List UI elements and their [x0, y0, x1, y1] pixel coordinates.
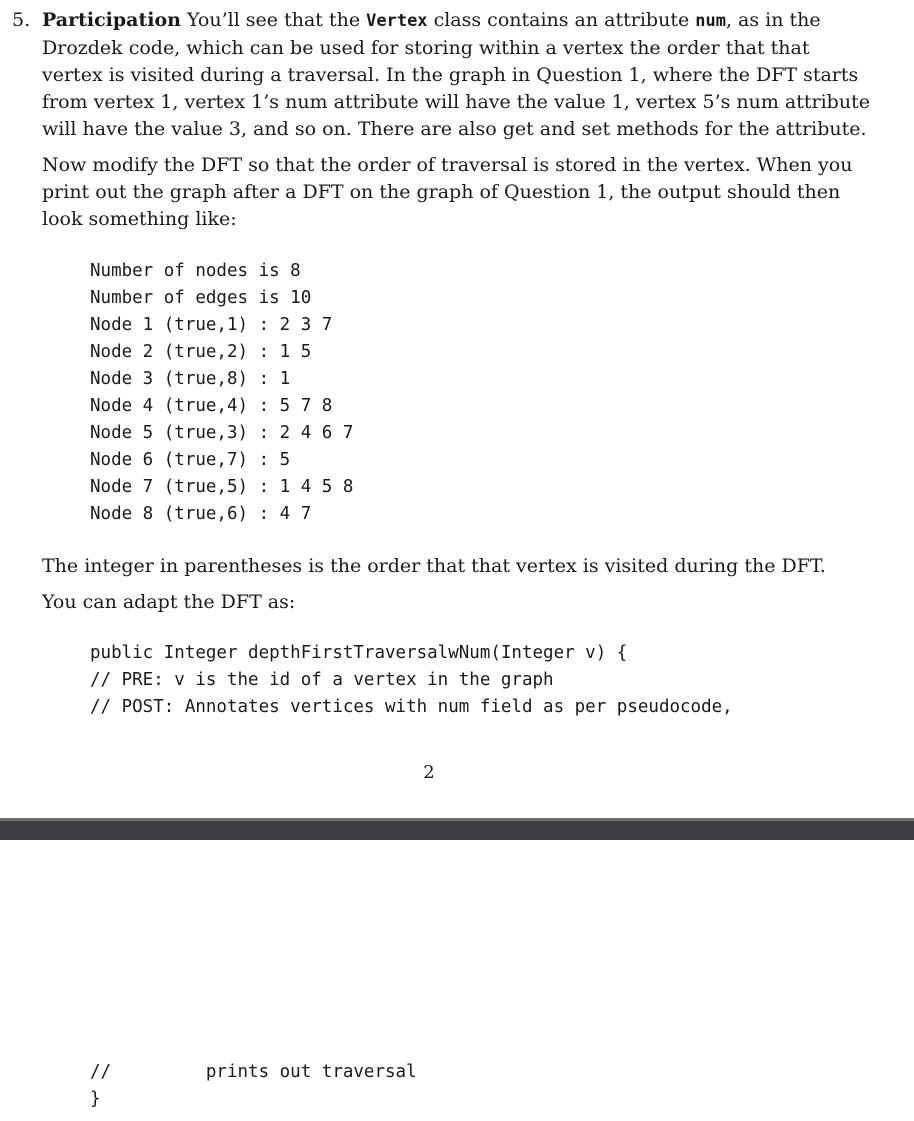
- output-line: Node 4 (true,4) : 5 7 8: [90, 396, 333, 416]
- output-line: Number of nodes is 8: [90, 261, 301, 281]
- adapt-dft-intro: You can adapt the DFT as:: [42, 591, 296, 613]
- question-5-paragraph: [12, 7, 874, 143]
- output-line: Number of edges is 10: [90, 288, 312, 308]
- question-number: 5.: [12, 9, 31, 31]
- output-line: Node 1 (true,1) : 2 3 7: [90, 315, 333, 335]
- code-line: // prints out traversal: [90, 1062, 417, 1082]
- output-line: Node 7 (true,5) : 1 4 5 8: [90, 477, 354, 497]
- page-break-edge: [0, 818, 914, 821]
- output-line: Node 8 (true,6) : 4 7: [90, 504, 312, 524]
- vertex-class-name: Vertex: [366, 11, 428, 31]
- question-text-a: You’ll see that the: [180, 9, 367, 31]
- code-line: }: [90, 1089, 101, 1109]
- question-text-c: , as in the: [725, 9, 821, 31]
- sample-output-block: [90, 258, 353, 528]
- question-title: Participation: [42, 9, 181, 31]
- output-line: Node 5 (true,3) : 2 4 6 7: [90, 423, 354, 443]
- output-line: Node 2 (true,2) : 1 5: [90, 342, 312, 362]
- page-break-bar: [0, 818, 914, 840]
- output-line: Node 6 (true,7) : 5: [90, 450, 291, 470]
- code-line: public Integer depthFirstTraversalwNum(Integer v) {: [90, 643, 628, 663]
- modify-dft-paragraph: Now modify the DFT so that the order of traversal is stored in the vertex. When you print out the graph after a DFT on the graph of Question 1, the output should then look something like:: [42, 154, 853, 230]
- question-text-rest: Drozdek code, which can be used for storing within a vertex the order that that vertex is visited during a traversal. In the graph in Question 1, where the DFT starts from vertex 1, vertex 1’s num attribute will have the value 1, vertex 5’s num attribute will have the value 3, and so on. There are also get and set methods for the attribute.: [42, 37, 870, 140]
- code-line: // POST: Annotates vertices with num field as per pseudocode,: [90, 697, 733, 717]
- code-line: // PRE: v is the id of a vertex in the graph: [90, 670, 554, 690]
- page-number: 2: [423, 762, 435, 783]
- code-block-top: [90, 640, 733, 721]
- code-block-bottom: [90, 1059, 417, 1113]
- output-line: Node 3 (true,8) : 1: [90, 369, 291, 389]
- question-text-b: class contains an attribute: [427, 9, 696, 31]
- num-attribute-name: num: [695, 11, 726, 31]
- parentheses-explanation: The integer in parentheses is the order that that vertex is visited during the DFT.: [42, 555, 826, 577]
